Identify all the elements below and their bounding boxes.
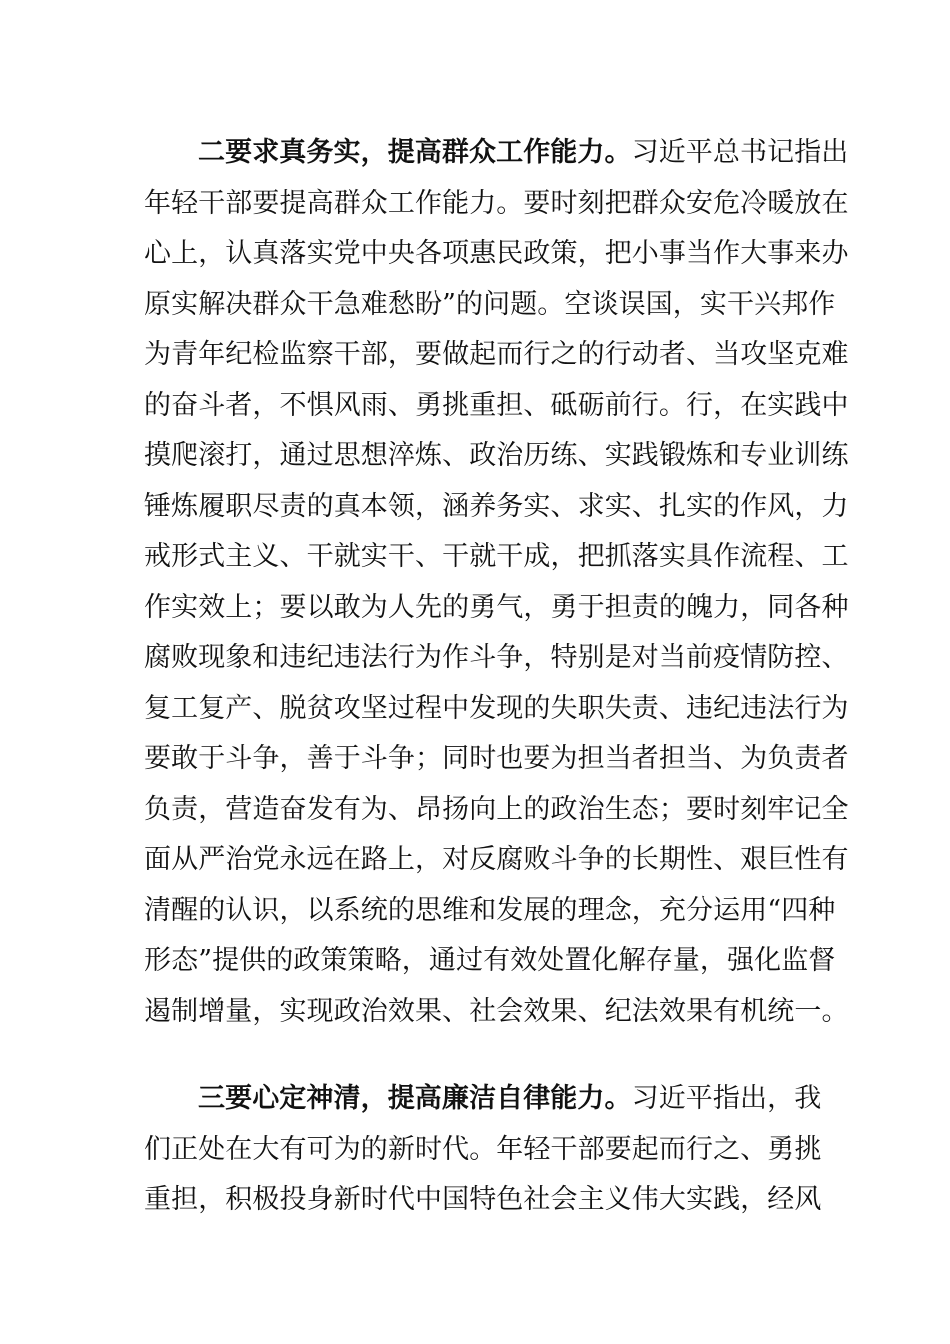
text-line: 遏制增量，实现政治效果、社会效果、纪法效果有机统一。	[144, 995, 849, 1027]
text-line: 重担，积极投身新时代中国特色社会主义伟大实践，经风	[144, 1184, 822, 1215]
text-line: 要敢于斗争，善于斗争；同时也要为担当者担当、为负责者	[144, 743, 849, 774]
text-line: 面从严治党永远在路上，对反腐败斗争的长期性、艰巨性有	[144, 844, 849, 875]
text-line: 戒形式主义、干就实干、干就干成，把抓落实具作流程、工	[144, 541, 849, 572]
text-line: 复工复产、脱贫攻坚过程中发现的失职失责、违纪违法行为	[144, 692, 849, 724]
text-line: 清醒的认识，以系统的思维和发展的理念，充分运用“四种	[144, 894, 836, 926]
text-line: 形态”提供的政策策略，通过有效处置化解存量，强化监督	[144, 945, 836, 976]
text-line: 为青年纪检监察干部，要做起而行之的行动者、当攻坚克难	[144, 339, 849, 370]
text-line: 们正处在大有可为的新时代。年轻干部要起而行之、勇挑	[144, 1133, 822, 1165]
text-line: 的奋斗者，不惧风雨、勇挑重担、砥砺前行。行，在实践中	[144, 389, 849, 421]
text-line: 习近平指出，我	[631, 1083, 822, 1114]
text-line: 原实解决群众干急难愁盼”的问题。空谈误国，实干兴邦作	[144, 288, 836, 320]
paragraph-first-line	[144, 1074, 822, 1125]
text-line: 习近平总书记指出	[631, 137, 849, 168]
paragraph-heading: 二要求真务实，提高群众工作能力。	[198, 137, 632, 168]
paragraph-3	[144, 1074, 822, 1226]
text-line: 锤炼履职尽责的真本领，涵养务实、求实、扎实的作风，力	[144, 490, 849, 522]
paragraph-2	[144, 128, 849, 1037]
text-line: 摸爬滚打，通过思想淬炼、政治历练、实践锻炼和专业训练	[144, 440, 849, 471]
text-line: 作实效上；要以敢为人先的勇气，勇于担责的魄力，同各种	[144, 591, 849, 623]
text-line: 心上，认真落实党中央各项惠民政策，把小事当作大事来办	[144, 238, 849, 269]
paragraph-heading: 三要心定神清，提高廉洁自律能力。	[198, 1083, 632, 1114]
text-line: 腐败现象和违纪违法行为作斗争，特别是对当前疫情防控、	[144, 642, 849, 673]
paragraph-first-line	[144, 128, 849, 179]
text-line: 年轻干部要提高群众工作能力。要时刻把群众安危冷暖放在	[144, 187, 849, 219]
text-line: 负责，营造奋发有为、昂扬向上的政治生态；要时刻牢记全	[144, 793, 849, 825]
